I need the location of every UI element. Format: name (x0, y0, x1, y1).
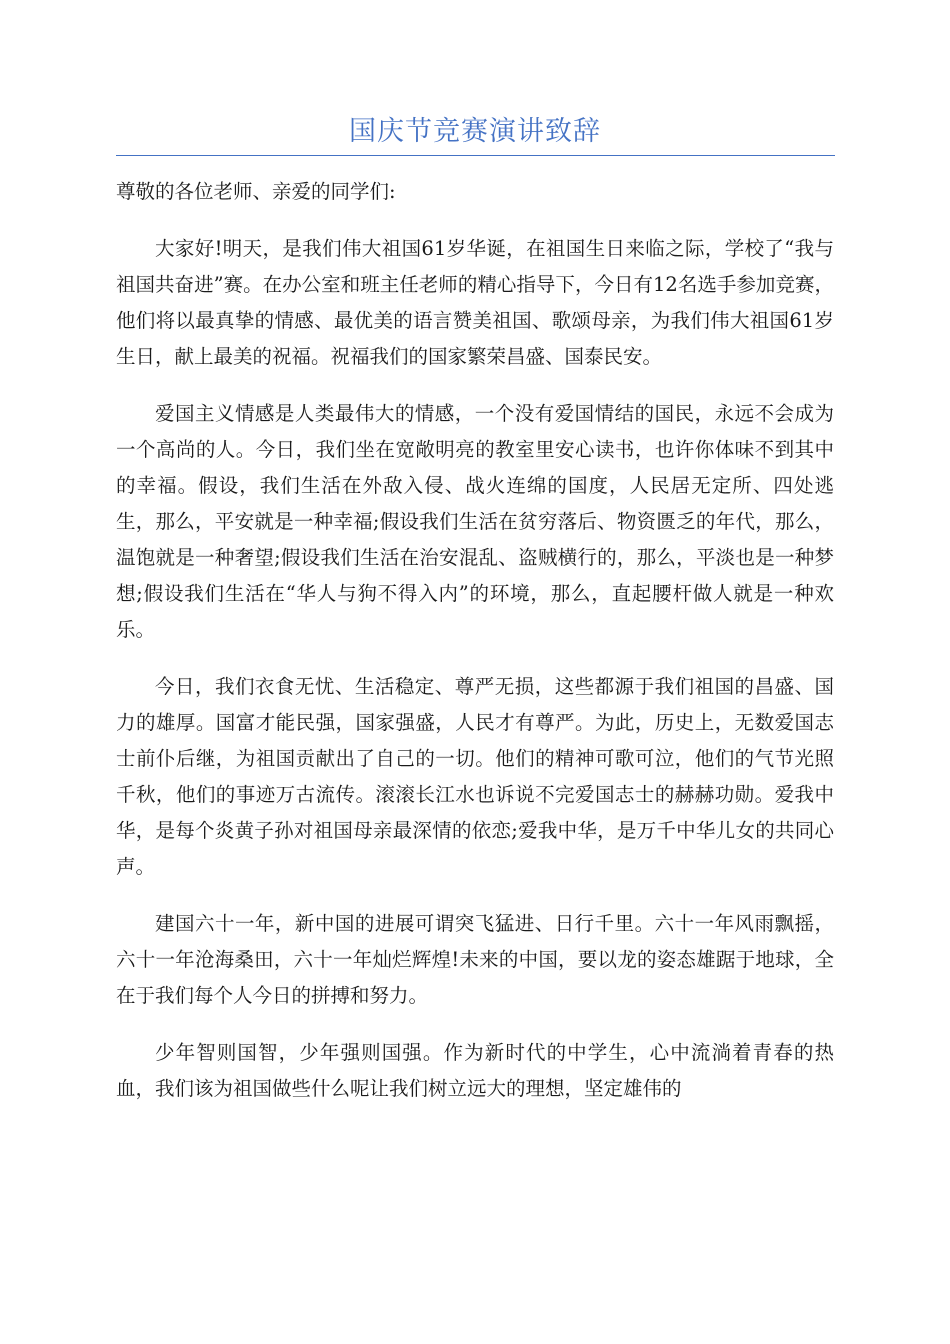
document-body (116, 174, 834, 1128)
title-underline (116, 155, 835, 156)
greeting-line: 尊敬的各位老师、亲爱的同学们: (116, 180, 396, 203)
paragraph-4: 建国六十一年，新中国的进展可谓突飞猛进、日行千里。六十一年风雨飘摇，六十一年沧海桑田，六十一年灿烂辉煌!未来的中国，要以龙的姿态雄踞于地球，全在于我们每个人今日的拼搏和努力。 (116, 912, 834, 1007)
paragraph-5: 少年智则国智，少年强则国强。作为新时代的中学生，心中流淌着青春的热血，我们该为祖国做些什么呢让我们树立远大的理想，坚定雄伟的 (116, 1041, 834, 1100)
paragraph-1: 大家好!明天，是我们伟大祖国61岁华诞，在祖国生日来临之际，学校了“我与祖国共奋进”赛。在办公室和班主任老师的精心指导下，今日有12名选手参加竞赛，他们将以最真挚的情感、最优美的语言赞美祖国、歌颂母亲，为我们伟大祖国61岁生日，献上最美的祝福。祝福我们的国家繁荣昌盛、国泰民安。 (116, 237, 834, 368)
paragraph-2: 爱国主义情感是人类最伟大的情感，一个没有爱国情结的国民，永远不会成为一个高尚的人。今日，我们坐在宽敞明亮的教室里安心读书，也许你体味不到其中的幸福。假设，我们生活在外敌入侵、战火连绵的国度，人民居无定所、四处逃生，那么，平安就是一种幸福;假设我们生活在贫穷落后、物资匮乏的年代，那么，温饱就是一种奢望;假设我们生活在治安混乱、盗贼横行的，那么，平淡也是一种梦想;假设我们生活在“华人与狗不得入内”的环境，那么，直起腰杆做人就是一种欢乐。 (116, 402, 834, 641)
document-title: 国庆节竞赛演讲致辞 (349, 116, 601, 147)
paragraph-3: 今日，我们衣食无忧、生活稳定、尊严无损，这些都源于我们祖国的昌盛、国力的雄厚。国富才能民强，国家强盛，人民才有尊严。为此，历史上，无数爱国志士前仆后继，为祖国贡献出了自己的一切。他们的精神可歌可泣，他们的气节光照千秋，他们的事迹万古流传。滚滚长江水也诉说不完爱国志士的赫赫功勋。爱我中华，是每个炎黄子孙对祖国母亲最深情的依恋;爱我中华，是万千中华儿女的共同心声。 (116, 675, 834, 878)
